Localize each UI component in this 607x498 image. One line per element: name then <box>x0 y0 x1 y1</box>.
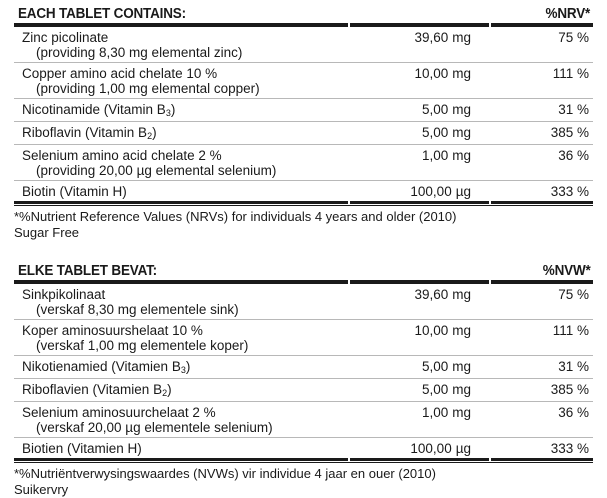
vitamin-subscript: 3 <box>165 108 171 118</box>
ingredient-name-cell <box>14 287 350 317</box>
rule-segment <box>350 280 489 284</box>
ingredient-row <box>14 320 593 356</box>
percent-cell: 385 % <box>550 382 589 397</box>
vitamin-subscript: 2 <box>147 131 153 141</box>
header-rule <box>14 280 593 284</box>
amount-value: 39,60 <box>414 30 449 45</box>
ingredient-row <box>14 145 593 181</box>
percent-cell: 75 % <box>558 287 589 302</box>
rule-segment <box>14 458 348 461</box>
amount-unit: µg <box>455 184 471 199</box>
percent-column-header: %NRV* <box>545 6 591 22</box>
ingredient-name-cell <box>14 30 350 60</box>
ingredient-subtext: (verskaf 20,00 µg elementele selenium) <box>36 420 273 435</box>
amount-value: 5,00 <box>421 382 449 397</box>
rule-segment <box>14 201 348 204</box>
percent-cell: 31 % <box>558 359 589 374</box>
footnote-line-sugar-free: Sugar Free <box>14 225 80 240</box>
vitamin-subscript: 3 <box>180 365 186 375</box>
amount-value: 5,00 <box>421 359 449 374</box>
ingredient-name: Biotien (Vitamien H) <box>22 441 142 456</box>
ingredient-name-tail: ) <box>152 125 157 140</box>
rule-segment <box>491 280 593 284</box>
ingredient-name <box>22 359 190 374</box>
ingredient-subtext: (verskaf 8,30 mg elementele sink) <box>36 302 239 317</box>
ingredient-row <box>14 402 593 438</box>
amount-cell <box>350 323 489 338</box>
ingredient-name-cell <box>14 125 350 142</box>
ingredient-subtext: (providing 8,30 mg elemental zinc) <box>36 45 243 60</box>
amount-unit: mg <box>452 359 471 374</box>
percent-cell: 333 % <box>550 184 589 199</box>
amount-value: 5,00 <box>421 125 449 140</box>
vitamin-subscript: 2 <box>162 388 168 398</box>
rule-segment <box>491 458 593 461</box>
amount-value: 5,00 <box>421 102 449 117</box>
amount-cell <box>350 30 489 45</box>
amount-value: 100,00 <box>410 441 452 456</box>
ingredient-name-cell <box>14 323 350 353</box>
facts-table-title: EACH TABLET CONTAINS: <box>18 6 186 22</box>
ingredient-name: Koper aminosuurshelaat 10 % <box>22 323 203 338</box>
ingredient-row <box>14 438 593 458</box>
table-separator-space <box>0 241 607 263</box>
rule-segment <box>491 23 593 27</box>
facts-table <box>14 263 593 463</box>
footnote-line-reference-values: *%Nutriëntverwysingswaardes (NVWs) vir individue 4 jaar en ouer (2010) <box>14 466 436 481</box>
ingredient-row <box>14 356 593 379</box>
ingredient-name <box>22 382 172 397</box>
amount-unit: mg <box>452 382 471 397</box>
ingredient-name: Selenium amino acid chelate 2 % <box>22 148 222 163</box>
ingredient-row <box>14 63 593 99</box>
rule-segment <box>350 201 489 204</box>
amount-cell <box>350 148 489 163</box>
amount-unit: mg <box>452 148 471 163</box>
ingredient-name-cell <box>14 184 350 199</box>
ingredient-name-tail: ) <box>170 102 176 117</box>
ingredient-name: Zinc picolinate <box>22 30 109 45</box>
amount-unit: mg <box>452 323 471 338</box>
ingredient-name-cell <box>14 66 350 96</box>
percent-cell: 111 % <box>552 323 589 338</box>
percent-cell: 36 % <box>558 148 589 163</box>
amount-value: 10,00 <box>414 323 449 338</box>
amount-unit: mg <box>452 66 471 81</box>
ingredient-subtext: (providing 20,00 µg elemental selenium) <box>36 163 277 178</box>
amount-value: 1,00 <box>421 148 449 163</box>
amount-cell <box>350 359 489 374</box>
ingredient-name-cell <box>14 382 350 399</box>
amount-cell <box>350 66 489 81</box>
percent-cell: 333 % <box>550 441 589 456</box>
amount-value: 100,00 <box>410 184 452 199</box>
amount-unit: mg <box>452 102 471 117</box>
ingredient-name-cell <box>14 405 350 435</box>
amount-unit: mg <box>452 125 471 140</box>
ingredient-row <box>14 284 593 320</box>
percent-cell: 385 % <box>550 125 589 140</box>
ingredient-name-text: Nicotinamide (Vitamin B <box>22 102 166 117</box>
rule-segment <box>14 280 348 284</box>
footnote-line-reference-values: *%Nutrient Reference Values (NRVs) for individuals 4 years and older (2010) <box>14 209 457 224</box>
footnote <box>14 206 593 241</box>
amount-cell <box>350 441 489 456</box>
ingredient-name-text: Riboflavien (Vitamien B <box>22 382 163 397</box>
ingredient-name-cell <box>14 148 350 178</box>
amount-value: 10,00 <box>414 66 449 81</box>
ingredient-row <box>14 27 593 63</box>
amount-cell <box>350 102 489 117</box>
facts-table <box>14 6 593 206</box>
facts-table-title: ELKE TABLET BEVAT: <box>18 263 157 279</box>
ingredient-name <box>22 102 175 117</box>
amount-unit: µg <box>455 441 471 456</box>
amount-cell <box>350 125 489 140</box>
ingredient-name-text: Riboflavin (Vitamin B <box>22 125 148 140</box>
ingredient-name-cell <box>14 102 350 119</box>
ingredient-name-cell <box>14 441 350 456</box>
footnote-line-sugar-free: Suikervry <box>14 482 69 497</box>
ingredient-subtext: (providing 1,00 mg elemental copper) <box>36 81 260 96</box>
ingredient-row <box>14 379 593 402</box>
amount-value: 39,60 <box>414 287 449 302</box>
ingredient-row <box>14 122 593 145</box>
amount-cell <box>350 184 489 199</box>
percent-cell: 75 % <box>558 30 589 45</box>
percent-cell: 111 % <box>552 66 589 81</box>
ingredient-name: Selenium aminosuurchelaat 2 % <box>22 405 216 420</box>
amount-cell <box>350 287 489 302</box>
amount-unit: mg <box>452 405 471 420</box>
ingredient-name-text: Nikotienamied (Vitamien B <box>22 359 181 374</box>
rule-segment <box>14 23 348 27</box>
ingredient-subtext: (verskaf 1,00 mg elementele koper) <box>36 338 249 353</box>
ingredient-row <box>14 181 593 201</box>
ingredient-name-tail: ) <box>185 359 191 374</box>
rule-segment <box>350 23 489 27</box>
facts-table-header <box>14 263 593 280</box>
ingredient-name-tail: ) <box>167 382 172 397</box>
ingredient-name: Copper amino acid chelate 10 % <box>22 66 218 81</box>
amount-cell <box>350 405 489 420</box>
percent-column-header: %NVW* <box>542 263 591 279</box>
ingredient-name <box>22 125 157 140</box>
amount-unit: mg <box>452 30 471 45</box>
amount-unit: mg <box>452 287 471 302</box>
ingredient-name: Biotin (Vitamin H) <box>22 184 127 199</box>
ingredient-name-cell <box>14 359 350 376</box>
percent-cell: 31 % <box>558 102 589 117</box>
ingredient-name: Sinkpikolinaat <box>22 287 106 302</box>
header-rule <box>14 23 593 27</box>
amount-value: 1,00 <box>421 405 449 420</box>
ingredient-row <box>14 99 593 122</box>
facts-table-header <box>14 6 593 23</box>
tables-host <box>0 6 607 498</box>
rule-segment <box>350 458 489 461</box>
amount-cell <box>350 382 489 397</box>
percent-cell: 36 % <box>558 405 589 420</box>
rule-segment <box>491 201 593 204</box>
